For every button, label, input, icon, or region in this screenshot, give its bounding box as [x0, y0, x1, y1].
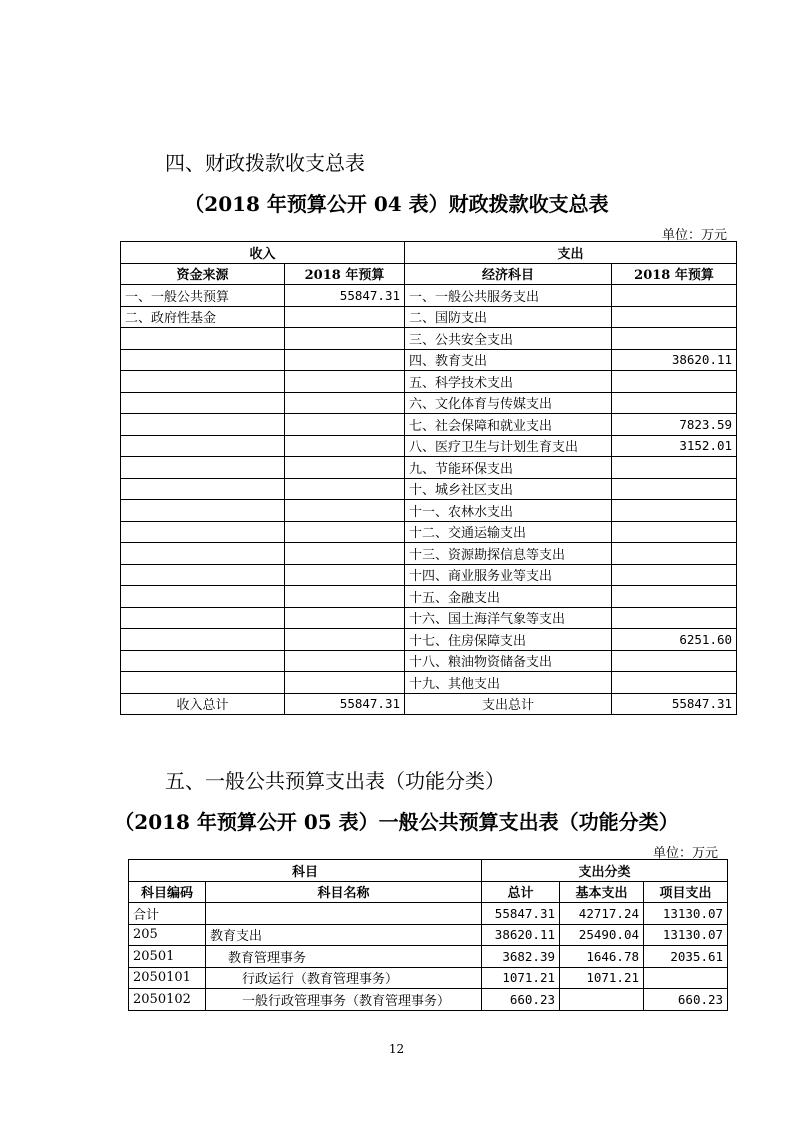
code-cell: 2050101 — [129, 967, 206, 989]
subject-header: 科目 — [129, 860, 482, 882]
category-cell: 七、社会保障和就业支出 — [405, 414, 612, 436]
table-row — [121, 392, 737, 414]
name-cell: 教育管理事务 — [206, 946, 482, 968]
col-category: 经济科目 — [405, 263, 612, 285]
table-row — [121, 607, 737, 629]
table-row — [121, 457, 737, 479]
name-cell: 一般行政管理事务（教育管理事务） — [206, 989, 482, 1011]
total-expense-value: 55847.31 — [612, 693, 737, 715]
income-cell — [285, 521, 405, 543]
source-cell — [121, 435, 285, 457]
table-row — [129, 903, 728, 925]
source-cell — [121, 607, 285, 629]
category-cell: 十一、农林水支出 — [405, 500, 612, 522]
table-row — [121, 543, 737, 565]
table-subheader-row — [129, 881, 728, 903]
source-cell: 一、一般公共预算 — [121, 285, 285, 307]
table-row — [121, 586, 737, 608]
total-cell: 660.23 — [482, 989, 560, 1011]
total-income-value: 55847.31 — [285, 693, 405, 715]
code-cell: 20501 — [129, 946, 206, 968]
expense-cell: 6251.60 — [612, 629, 737, 651]
category-cell: 一、一般公共服务支出 — [405, 285, 612, 307]
income-cell — [285, 650, 405, 672]
basic-cell: 1071.21 — [560, 967, 644, 989]
income-cell — [285, 349, 405, 371]
expense-cell: 7823.59 — [612, 414, 737, 436]
source-cell — [121, 586, 285, 608]
table-row — [129, 924, 728, 946]
income-cell — [285, 328, 405, 350]
income-cell — [285, 607, 405, 629]
table-row — [129, 989, 728, 1011]
col-name: 科目名称 — [206, 881, 482, 903]
income-cell — [285, 672, 405, 694]
basic-cell — [560, 989, 644, 1011]
category-cell: 十八、粮油物资储备支出 — [405, 650, 612, 672]
expense-cell — [612, 672, 737, 694]
table-row — [121, 285, 737, 307]
source-cell — [121, 650, 285, 672]
category-cell: 十、城乡社区支出 — [405, 478, 612, 500]
source-cell: 二、政府性基金 — [121, 306, 285, 328]
section-4-unit: 单位：万元 — [661, 228, 727, 243]
table-row — [129, 946, 728, 968]
project-cell: 2035.61 — [644, 946, 728, 968]
expense-header: 支出 — [405, 242, 737, 264]
source-cell — [121, 629, 285, 651]
source-cell — [121, 521, 285, 543]
section-5-subtitle: （2018 年预算公开 05 表）一般公共预算支出表（功能分类） — [114, 810, 679, 834]
classification-header: 支出分类 — [482, 860, 728, 882]
col-basic: 基本支出 — [560, 881, 644, 903]
total-cell: 3682.39 — [482, 946, 560, 968]
table-row — [121, 564, 737, 586]
expense-cell — [612, 285, 737, 307]
expense-cell: 3152.01 — [612, 435, 737, 457]
category-cell: 八、医疗卫生与计划生育支出 — [405, 435, 612, 457]
expense-cell — [612, 543, 737, 565]
income-cell — [285, 392, 405, 414]
source-cell — [121, 349, 285, 371]
source-cell — [121, 564, 285, 586]
basic-cell: 25490.04 — [560, 924, 644, 946]
income-cell — [285, 371, 405, 393]
code-cell: 2050102 — [129, 989, 206, 1011]
expense-cell — [612, 586, 737, 608]
source-cell — [121, 457, 285, 479]
income-cell — [285, 500, 405, 522]
table-row — [121, 629, 737, 651]
name-cell — [206, 903, 482, 925]
code-cell: 205 — [129, 924, 206, 946]
category-cell: 四、教育支出 — [405, 349, 612, 371]
table-row — [121, 349, 737, 371]
col-budget-expense: 2018 年预算 — [612, 263, 737, 285]
income-cell — [285, 586, 405, 608]
project-cell: 13130.07 — [644, 924, 728, 946]
page-number: 12 — [388, 1042, 405, 1056]
project-cell — [644, 967, 728, 989]
section-5-unit: 单位：万元 — [652, 846, 718, 861]
category-cell: 十五、金融支出 — [405, 586, 612, 608]
category-cell: 十九、其他支出 — [405, 672, 612, 694]
total-cell: 38620.11 — [482, 924, 560, 946]
source-cell — [121, 414, 285, 436]
income-cell — [285, 629, 405, 651]
expense-cell — [612, 650, 737, 672]
income-cell — [285, 457, 405, 479]
code-cell: 合计 — [129, 903, 206, 925]
table-row — [121, 672, 737, 694]
expense-cell — [612, 457, 737, 479]
category-cell: 六、文化体育与传媒支出 — [405, 392, 612, 414]
expense-cell — [612, 306, 737, 328]
basic-cell: 42717.24 — [560, 903, 644, 925]
project-cell: 660.23 — [644, 989, 728, 1011]
category-cell: 五、科学技术支出 — [405, 371, 612, 393]
table-row — [129, 967, 728, 989]
table-header-row — [129, 860, 728, 882]
source-cell — [121, 672, 285, 694]
table-row — [121, 478, 737, 500]
col-budget-income: 2018 年预算 — [285, 263, 405, 285]
expense-cell — [612, 328, 737, 350]
source-cell — [121, 328, 285, 350]
total-cell: 55847.31 — [482, 903, 560, 925]
income-cell — [285, 543, 405, 565]
col-source: 资金来源 — [121, 263, 285, 285]
total-row — [121, 693, 737, 715]
expense-cell — [612, 392, 737, 414]
source-cell — [121, 543, 285, 565]
expense-cell — [612, 478, 737, 500]
expense-cell — [612, 564, 737, 586]
income-cell — [285, 414, 405, 436]
income-cell — [285, 306, 405, 328]
income-header: 收入 — [121, 242, 405, 264]
source-cell — [121, 478, 285, 500]
table-row — [121, 328, 737, 350]
table-subheader-row — [121, 263, 737, 285]
col-total: 总计 — [482, 881, 560, 903]
category-cell: 十六、国土海洋气象等支出 — [405, 607, 612, 629]
category-cell: 二、国防支出 — [405, 306, 612, 328]
table-row — [121, 500, 737, 522]
function-expense-table — [128, 859, 728, 1011]
name-cell: 教育支出 — [206, 924, 482, 946]
table-header-row — [121, 242, 737, 264]
source-cell — [121, 392, 285, 414]
basic-cell: 1646.78 — [560, 946, 644, 968]
table-row — [121, 371, 737, 393]
fiscal-summary-table — [120, 241, 737, 715]
source-cell — [121, 500, 285, 522]
expense-cell — [612, 371, 737, 393]
table-row — [121, 306, 737, 328]
category-cell: 十七、住房保障支出 — [405, 629, 612, 651]
table-row — [121, 521, 737, 543]
total-cell: 1071.21 — [482, 967, 560, 989]
income-cell — [285, 564, 405, 586]
table-row — [121, 414, 737, 436]
expense-cell: 38620.11 — [612, 349, 737, 371]
name-cell: 行政运行（教育管理事务） — [206, 967, 482, 989]
table-row — [121, 650, 737, 672]
section-5-heading: 五、一般公共预算支出表（功能分类） — [165, 769, 505, 793]
total-expense-label: 支出总计 — [405, 693, 612, 715]
income-cell: 55847.31 — [285, 285, 405, 307]
category-cell: 十二、交通运输支出 — [405, 521, 612, 543]
income-cell — [285, 435, 405, 457]
expense-cell — [612, 521, 737, 543]
category-cell: 九、节能环保支出 — [405, 457, 612, 479]
section-4-heading: 四、财政拨款收支总表 — [165, 151, 365, 175]
income-cell — [285, 478, 405, 500]
col-project: 项目支出 — [644, 881, 728, 903]
category-cell: 十四、商业服务业等支出 — [405, 564, 612, 586]
expense-cell — [612, 607, 737, 629]
table-row — [121, 435, 737, 457]
category-cell: 十三、资源勘探信息等支出 — [405, 543, 612, 565]
total-income-label: 收入总计 — [121, 693, 285, 715]
section-4-subtitle: （2018 年预算公开 04 表）财政拨款收支总表 — [184, 192, 609, 216]
source-cell — [121, 371, 285, 393]
expense-cell — [612, 500, 737, 522]
project-cell: 13130.07 — [644, 903, 728, 925]
category-cell: 三、公共安全支出 — [405, 328, 612, 350]
col-code: 科目编码 — [129, 881, 206, 903]
